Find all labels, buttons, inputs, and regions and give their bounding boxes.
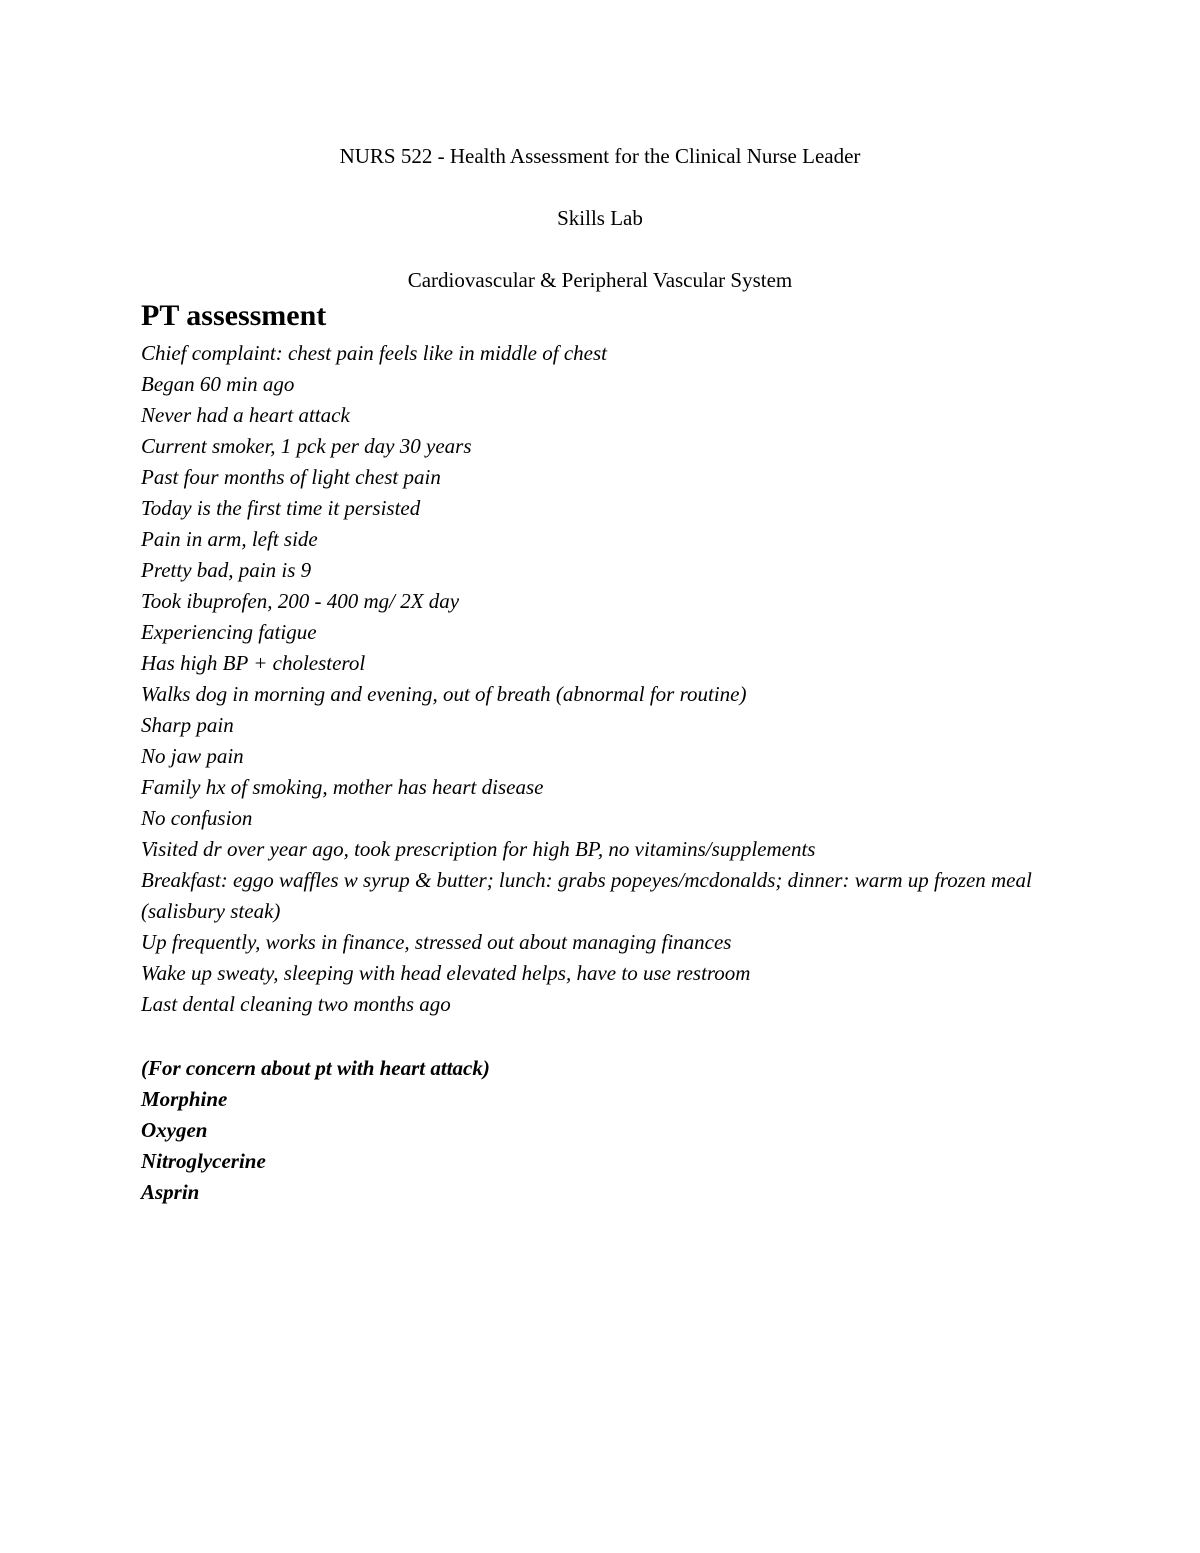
note-line: Visited dr over year ago, took prescription for high BP, no vitamins/supplements <box>141 837 816 861</box>
note-line: Breakfast: eggo waffles w syrup & butter; lunch: grabs popeyes/mcdonalds; dinner: warm up frozen meal <box>141 868 1032 892</box>
lab-title: Skills Lab <box>557 206 643 230</box>
note-line: Sharp pain <box>141 713 234 737</box>
system-title: Cardiovascular & Peripheral Vascular System <box>407 268 793 292</box>
note-line: Began 60 min ago <box>141 372 295 396</box>
treatment-item: Asprin <box>141 1180 200 1204</box>
note-line: Took ibuprofen, 200 - 400 mg/ 2X day <box>141 589 460 613</box>
note-line: Today is the first time it persisted <box>141 496 421 520</box>
treatment-note: (For concern about pt with heart attack) <box>141 1056 490 1080</box>
note-line: Current smoker, 1 pck per day 30 years <box>141 434 472 458</box>
note-line: Wake up sweaty, sleeping with head elevated helps, have to use restroom <box>141 961 751 985</box>
treatment-list <box>141 1053 490 1208</box>
note-line: Past four months of light chest pain <box>141 465 441 489</box>
note-line: Chief complaint: chest pain feels like in middle of chest <box>141 341 607 365</box>
treatment-item: Nitroglycerine <box>141 1149 266 1173</box>
section-heading: PT assessment <box>141 299 327 332</box>
treatment-item: Morphine <box>141 1087 228 1111</box>
note-line: Last dental cleaning two months ago <box>141 992 451 1016</box>
note-line: Walks dog in morning and evening, out of breath (abnormal for routine) <box>141 682 747 706</box>
note-line: Never had a heart attack <box>141 403 350 427</box>
note-line: No jaw pain <box>141 744 244 768</box>
treatment-item: Oxygen <box>141 1118 208 1142</box>
note-line: Up frequently, works in finance, stressed out about managing finances <box>141 930 732 954</box>
note-line: No confusion <box>141 806 253 830</box>
note-line: Family hx of smoking, mother has heart disease <box>141 775 544 799</box>
note-line: (salisbury steak) <box>141 899 281 923</box>
note-line: Pretty bad, pain is 9 <box>141 558 312 582</box>
course-title: NURS 522 - Health Assessment for the Clinical Nurse Leader <box>339 144 861 168</box>
note-line: Pain in arm, left side <box>141 527 318 551</box>
note-line: Experiencing fatigue <box>141 620 317 644</box>
note-line: Has high BP + cholesterol <box>141 651 366 675</box>
assessment-notes-list <box>141 338 1151 1020</box>
